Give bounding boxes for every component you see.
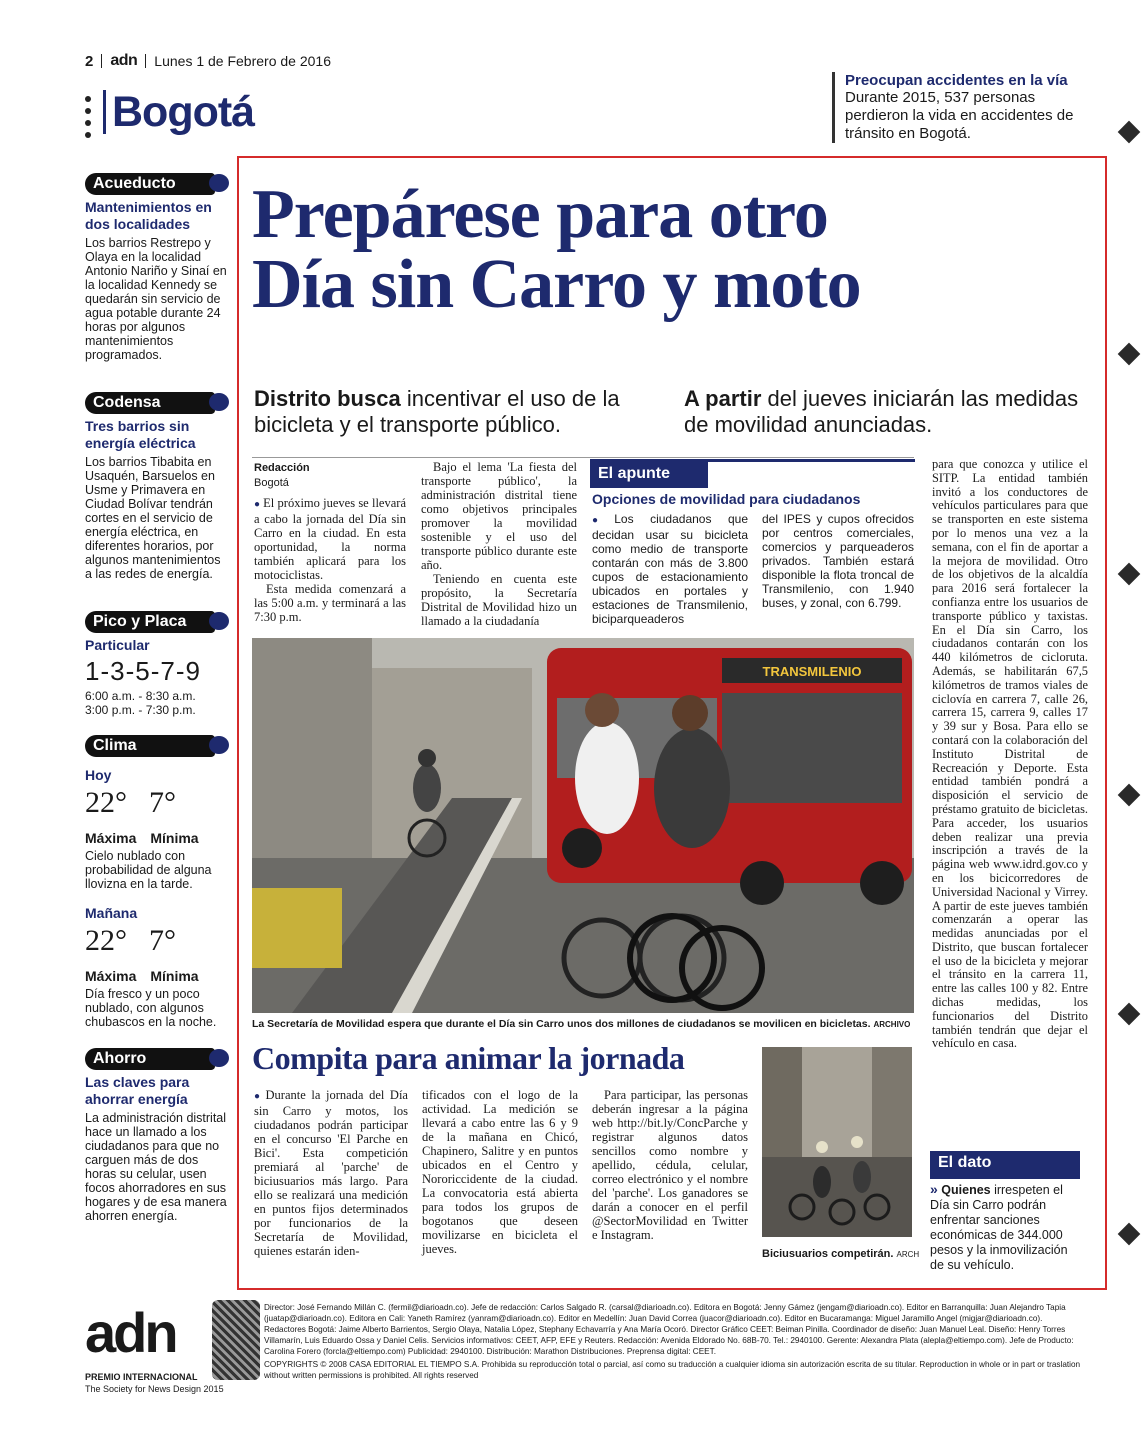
headline[interactable] (252, 176, 1092, 323)
rail-label: Pico y Placa (85, 611, 215, 633)
header-divider (101, 54, 102, 68)
paragraph: Para participar, las personas deberán ingresar a la página web http://bit.ly/ConcParche y registrar algunos datos sencillos como nombre y apellido, cédula, celular, correo electrónico y el nombre del 'parche'. Los ganadores se darán a conocer en el perfil @SectorMovilidad en Twitter e Instagram. (592, 1088, 748, 1242)
rail-codensa (85, 392, 230, 581)
headline-line: Día sin Carro y moto (252, 246, 861, 323)
paragraph: para que conozca y utilice el SITP. La entidad también invitó a los conductores de vehículos particulares para que se transporten en este sistema por lo menos una vez a la semana, con el fin de aportar a la mejora de movilidad. Otro de los objetivos de la alcaldía para 2016 será fortalecer la confianza entre los usuarios de transporte público y taxistas. En el Día sin Carro, los ciudadanos contarán con los 440 kilómetros de cicloruta. Además, se habilitarán 67,5 kilómetros de tramos viales de ciclovía en carrera 7, calle 26, carrera 15, carrera 9, calles 17 y 39 sur y Bosa. Para ello se contará con la colaboración del Instituto Distrital de Recreación y Deporte. Esta entidad también pondrá a disposición el servicio de préstamo gratuito de bicicletas. Para acceder, los usuarios deben realizar una previa inscripción a través de la página web www.idrd.gov.co y en los bicicorredores de Universidad Nacional y Virrey. A partir de este jueves también comenzarán a operar las medidas anunciadas por el Distrito, que buscan fortalecer el uso de la bicicleta y mejorar el tránsito en la carrera 11, entre las calles 100 y 82. Entre dichas medidas, los funcionarios del Distrito también tendrán que dejar el vehículo en casa. (932, 457, 1088, 1051)
secondary-photo (762, 1047, 912, 1237)
temp-max: 22° (85, 786, 127, 819)
temp-min: 7° (149, 924, 176, 957)
rail-label: Codensa (85, 392, 215, 414)
min-label: Mínima (150, 830, 199, 846)
rail-ahorro (85, 1048, 230, 1223)
weather-text: Cielo nublado con probabilidad de alguna llovizna en la tarde. (85, 849, 212, 891)
rail-clima (85, 735, 230, 1029)
paragraph: ● El próximo jueves se llevará a cabo la jornada del Día sin Carro en la ciudad. En esta oportunidad, la norma también aplicará para los motociclistas. (254, 496, 406, 582)
apunte-label: El apunte (590, 462, 708, 488)
sub-col-2 (422, 1088, 578, 1256)
paragraph: tificados con el logo de la actividad. La medición se llevará a cabo entre las 6 y 9 de la mañana en Chicó, Chapinero, Salitre y en puntos ubicados en el Centro y Nororiccidente de la ciudad. La convocatoria está abierta para todos los grupos de bogotanos que deseen movilizarse en bicicleta el jueves. (422, 1088, 578, 1256)
page-number: 2 (85, 52, 94, 70)
dato-text: irrespeten el Día sin Carro podrán enfrentar sanciones económicas de 344.000 pesos y la inmovilización de su vehículo. (930, 1183, 1068, 1272)
deck-left (254, 386, 659, 438)
diamond-icon (1118, 343, 1141, 366)
diamond-icon (1118, 1003, 1141, 1026)
header-date: Lunes 1 de Febrero de 2016 (154, 53, 331, 69)
weather-text: Día fresco y un poco nublado, con algunos chubascos en la noche. (85, 987, 217, 1029)
apunte-title: Opciones de movilidad para ciudadanos (592, 491, 861, 507)
paragraph: Esta medida comenzará a las 5:00 a.m. y terminará a las 7:30 p.m. (254, 582, 406, 624)
teaser-title: Preocupan accidentes en la vía (845, 72, 1068, 89)
deck-text: incentivar el uso de la bicicleta y el transporte público. (254, 386, 620, 437)
teaser-text: Durante 2015, 537 personas perdieron la vida en accidentes de tránsito en Bogotá. (845, 89, 1074, 142)
rail-text: Los barrios Tibabita en Usaquén, Barsuelos en Usme y Primavera en Ciudad Bolívar tendrán cortes en el servicio de energía eléctrica, en diferentes horarios, por algunos mantenimientos a las redes de energía. (85, 455, 221, 581)
dato-text-block (930, 1182, 1080, 1273)
caption-text: Biciusuarios competirán. (762, 1248, 894, 1260)
rail-pico-placa (85, 611, 230, 717)
max-label: Máxima (85, 968, 137, 984)
apunte-col-1 (592, 512, 748, 626)
deck-right (684, 386, 1094, 438)
secondary-caption (762, 1248, 919, 1260)
footer-society: The Society for News Design 2015 (85, 1384, 224, 1394)
pico-hours: 6:00 a.m. - 8:30 a.m. (85, 689, 196, 703)
rail-title[interactable]: Mantenimientos en dos localidades (85, 199, 212, 232)
section-dots-icon (85, 96, 93, 144)
deck-bold: Distrito busca (254, 386, 401, 411)
rail-label: Acueducto (85, 173, 215, 195)
cyclists-photo-illustration (252, 638, 914, 1013)
weather-day: Hoy (85, 767, 112, 783)
paragraph: ● Durante la jornada del Día sin Carro y motos, los ciudadanos podrán participar en el concurso 'El Parche en Bici'. Esta competición premiará al 'parche' de biciusuarios más largo. Para ello se realizará una medición en puntos fijos determinados por funcionarios de la Secretaría de Movilidad, quienes estarán iden- (254, 1088, 408, 1258)
diamond-icon (1118, 563, 1141, 586)
award-emblem-icon (212, 1300, 260, 1380)
photo-credit: ARCH (896, 1250, 920, 1259)
footer-logo: adn (85, 1301, 176, 1364)
deck-bold: A partir (684, 386, 762, 411)
rail-title: Particular (85, 637, 150, 653)
temp-max: 22° (85, 924, 127, 957)
rail-title[interactable]: Las claves para ahorrar energía (85, 1074, 190, 1107)
diamond-icon (1118, 121, 1141, 144)
paragraph: del IPES y cupos ofrecidos por centros comerciales, comercios y parqueaderos privados. También estará disponible la flota troncal de Transmilenio, con 1.940 buses, y zonal, con 6.799. (762, 512, 914, 610)
max-label: Máxima (85, 830, 137, 846)
rail-label: Clima (85, 735, 215, 757)
cyclists-street-illustration (762, 1047, 912, 1237)
diamond-icon (1118, 784, 1141, 807)
dato-label: El dato (930, 1151, 1080, 1177)
header-logo: adn (110, 52, 138, 69)
rail-acueducto (85, 173, 230, 362)
article-col-1 (254, 460, 406, 624)
double-chevron-icon: » (930, 1181, 938, 1197)
byline-city: Bogotá (254, 477, 289, 489)
section-title: Bogotá (112, 88, 255, 136)
credits-text: Director: José Fernando Millán C. (fermil@diarioadn.co). Jefe de redacción: Carlos Salgado R. (carsal@diarioadn.co). Editora en Bogotá: Jenny Gámez (jengam@diarioadn.co). Editor en Barranquilla: Juan Alejandro Tapia (juatap@diarioadn.co). Editora en Cali: Yaneth Ramírez (yanram@diarioadn.co). Editor en Medellín: Juan David Correa (juacor@diarioadn.co). Editor en Bucaramanga: Miguel Jaramillo Angel (migjar@diarioadn.co). Redactores Bogotá: Jaime Alberto Barrientos, Sergio Olaya, Natalia López, Stephany Echavarría y Ana María Ocoró. Director Gráfico CEET: Beiman Pinilla. Coordinador de diseño: Juan Manuel Leal. Diseño: Henry Torres Villamarín, Luis Eduardo Ossa y Daniel Celis. Servicios informativos: CEET, AFP, EFE y Reuters. Redacción: Avenida Eldorado No. 68B-70. Tel.: 2940100. Gerente: Alexandra Plata (alepla@eltiempo.com). Jefe de Producto: Carolina Forero (forcla@eltiempo.com) Publicidad: 2940100. Distribución: Marathon Distribuciones. Preprensa digital: CEET. (264, 1303, 1074, 1356)
temp-min: 7° (149, 786, 176, 819)
article-col-right (932, 458, 1088, 1051)
caption-text: La Secretaría de Movilidad espera que durante el Día sin Carro unos dos millones de ciudadanos se movilicen en bicicletas. (252, 1018, 871, 1030)
min-label: Mínima (150, 968, 199, 984)
sub-col-3 (592, 1088, 748, 1242)
pico-hours: 3:00 p.m. - 7:30 p.m. (85, 703, 196, 717)
bus-sign: TRANSMILENIO (762, 664, 862, 679)
byline-author: Redacción (254, 462, 310, 474)
photo-credit: ARCHIVO (873, 1020, 911, 1029)
dato-bold: Quienes (941, 1183, 991, 1197)
column-rule (252, 457, 914, 458)
main-photo (252, 638, 914, 1013)
page-header (85, 52, 331, 70)
apunte-col-2 (762, 512, 914, 610)
rail-text: Los barrios Restrepo y Olaya en la localidad Antonio Nariño y Sinaí en la localidad Kennedy se quedarán sin servicio de agua potable durante 24 horas por algunos mantenimientos programados. (85, 236, 227, 362)
headline-line: Prepárese para otro (252, 176, 828, 253)
header-divider (145, 54, 146, 68)
sub-col-1 (254, 1088, 408, 1258)
sub-headline[interactable]: Compita para animar la jornada (252, 1040, 685, 1076)
deck-text: del jueves iniciarán las medidas de movilidad anunciadas. (684, 386, 1079, 437)
paragraph: ● Los ciudadanos que decidan usar su bicicleta como medio de transporte contarán con más de 3.800 cupos de estacionamiento ubicados en portales y estaciones de Transmilenio, biciparqueaderos (592, 512, 748, 626)
paragraph: Teniendo en cuenta este propósito, la Secretaría Distrital de Movilidad hizo un llamado a la ciudadanía (421, 572, 577, 628)
copyright-text: COPYRIGHTS © 2008 CASA EDITORIAL EL TIEMPO S.A. Prohibida su reproducción total o parcial, así como su traducción a cualquier idioma sin autorización escrita de su titular. Reproduction in whole or in part or traslation without written permissions is prohibited. All rights reserved (264, 1360, 1081, 1380)
photo-caption (252, 1018, 922, 1030)
dato-rule (930, 1177, 1080, 1179)
rail-label: Ahorro (85, 1048, 215, 1070)
footer-award: PREMIO INTERNACIONAL (85, 1372, 198, 1382)
article-col-2 (421, 460, 577, 628)
footer-credits (264, 1302, 1084, 1381)
weather-day: Mañana (85, 905, 138, 921)
diamond-icon (1118, 1223, 1141, 1246)
teaser-box[interactable] (832, 72, 1092, 143)
rail-title[interactable]: Tres barrios sin energía eléctrica (85, 418, 196, 451)
paragraph: Bajo el lema 'La fiesta del transporte público', la administración distrital tiene como objetivos principales promover la movilidad sostenible y el uso del transporte público durante este año. (421, 460, 577, 572)
section-bar (103, 90, 106, 134)
plates-number: 1-3-5-7-9 (85, 656, 201, 686)
rail-text: La administración distrital hace un llamado a los ciudadanos para que no carguen más de dos horas su celular, usen focos ahorradores en sus hogares y de esa manera ahorren energía. (85, 1111, 227, 1223)
